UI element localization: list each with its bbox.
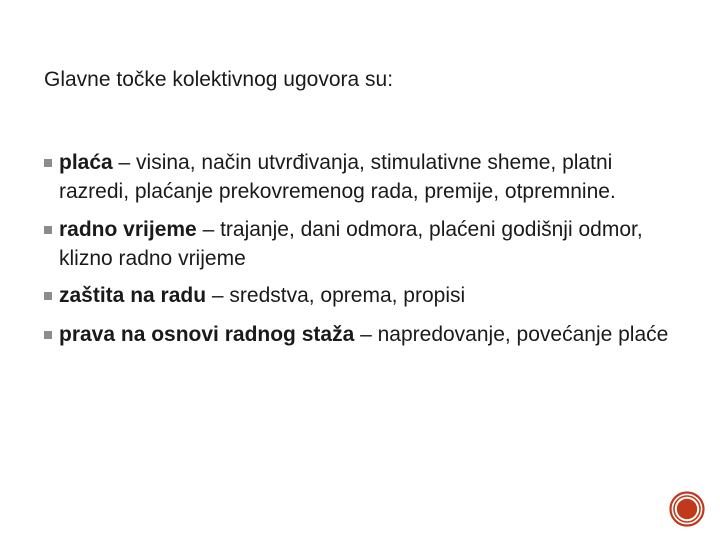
bullet-lead: radno vrijeme bbox=[59, 218, 197, 241]
bullet-text: – trajanje, dani odmora, plaćeni godišnji odmor, klizno radno vrijeme bbox=[59, 218, 643, 270]
bullet-lead: prava na osnovi radnog staža bbox=[59, 323, 355, 346]
bullet-marker-icon bbox=[44, 292, 52, 300]
circular-target-icon bbox=[669, 491, 705, 527]
bullet-item bbox=[44, 148, 684, 206]
bullet-text: – napredovanje, povećanje plaće bbox=[354, 323, 669, 346]
bullet-list bbox=[44, 148, 684, 358]
slide-intro: Glavne točke kolektivnog ugovora su: bbox=[44, 68, 394, 91]
bullet-lead: zaštita na radu bbox=[59, 284, 207, 307]
bullet-lead: plaća bbox=[59, 151, 113, 174]
bullet-marker-icon bbox=[44, 226, 52, 234]
bullet-item bbox=[44, 320, 684, 349]
bullet-text: – sredstva, oprema, propisi bbox=[206, 284, 466, 307]
bullet-item bbox=[44, 215, 684, 273]
bullet-marker-icon bbox=[44, 159, 52, 167]
bullet-item bbox=[44, 281, 684, 310]
bullet-text: – visina, način utvrđivanja, stimulativne sheme, platni razredi, plaćanje prekovremenog rada, premije, otpremnine. bbox=[59, 151, 616, 203]
bullet-marker-icon bbox=[44, 331, 52, 339]
